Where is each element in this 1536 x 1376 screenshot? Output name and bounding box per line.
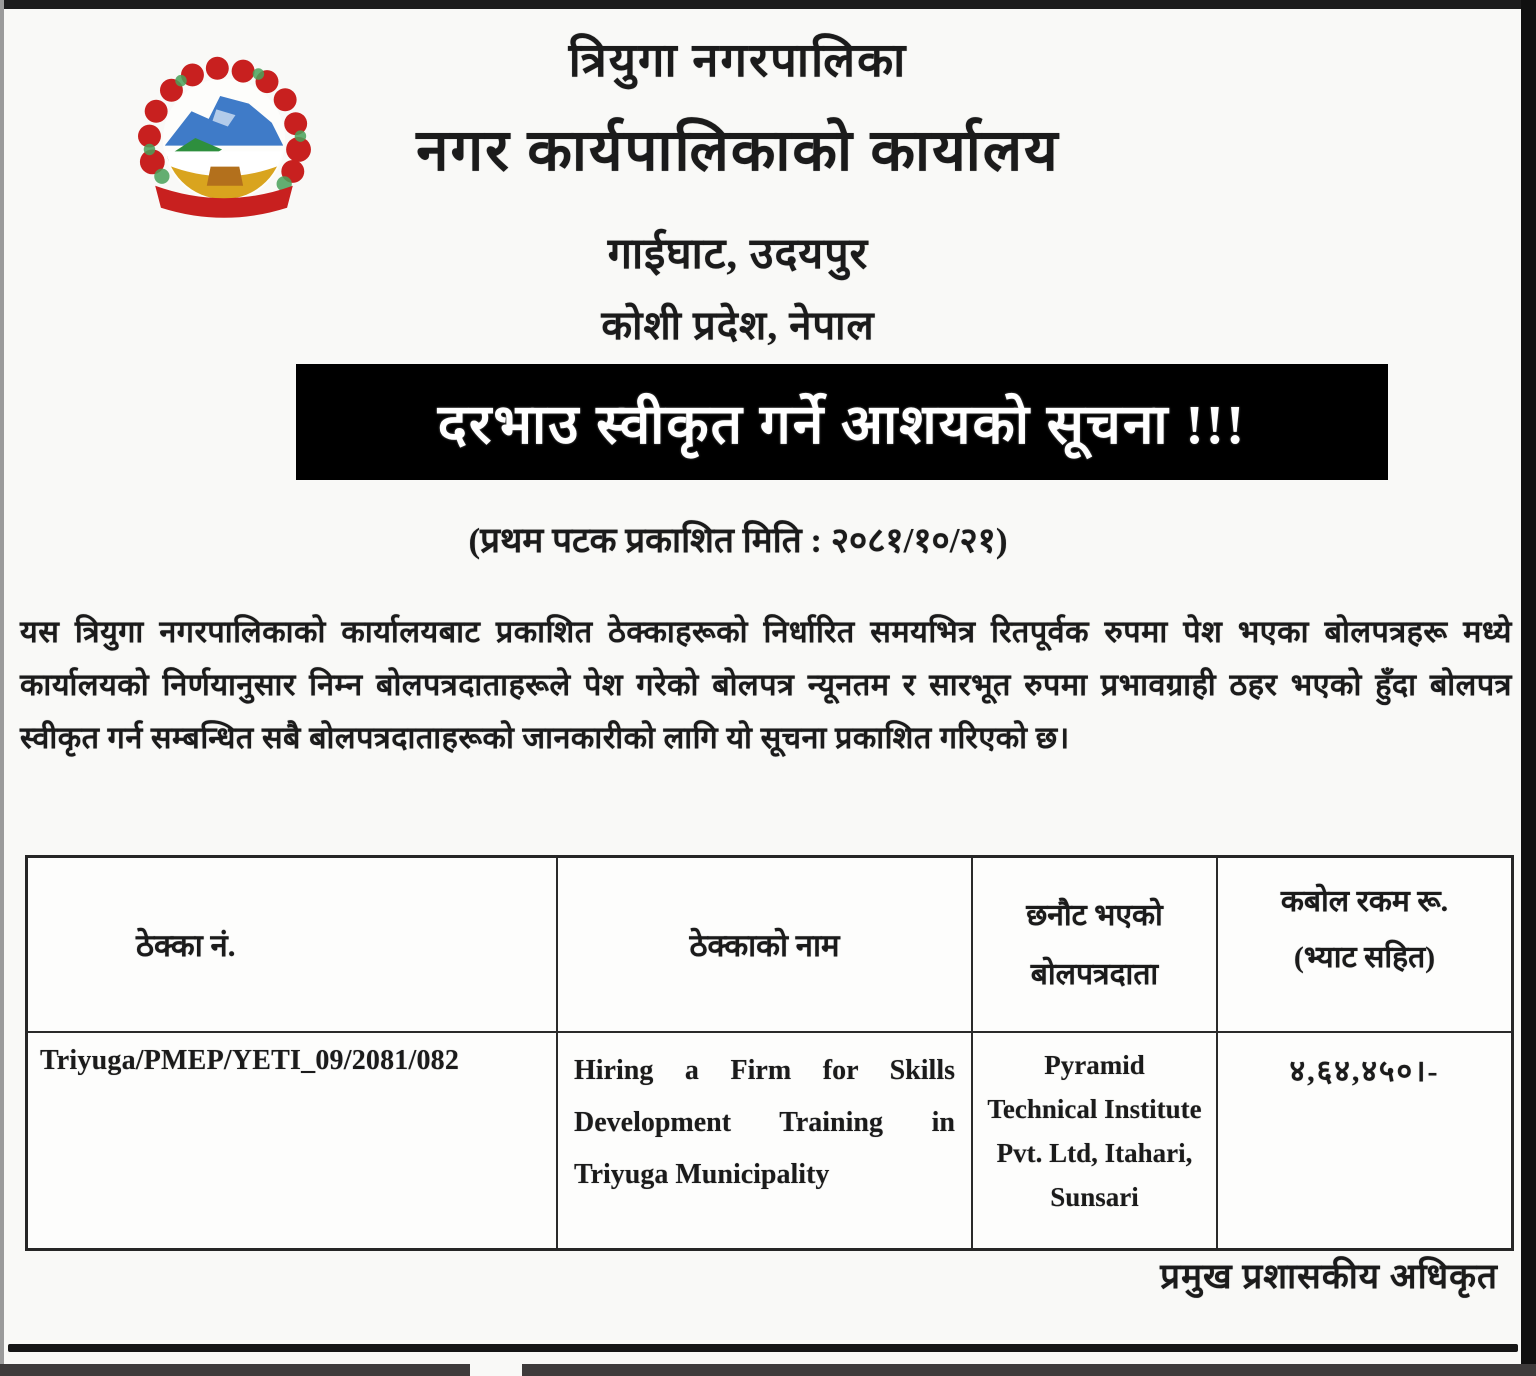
notice-paragraph: यस त्रियुगा नगरपालिकाको कार्यालयबाट प्रकाशित ठेक्काहरूको निर्धारित समयभित्र रितपूर्वक रुपमा पेश भएका बोलपत्रहरू मध्ये कार्यालयको निर्णयानुसार निम्न बोलपत्रदाताहरूले पेश गरेको बोलपत्र न्यूनतम र सारभूत रुपमा प्रभावग्राही ठहर भएको हुँदा बोलपत्र स्वीकृत गर्न सम्बन्धित सबै बोलपत्रदाताहरूको जानकारीको लागि यो सूचना प्रकाशित गरिएको छ। <box>20 615 1512 755</box>
header-amount <box>1218 858 1511 1033</box>
scan-edge-top <box>0 0 1536 9</box>
scan-edge-left <box>0 0 4 1376</box>
bid-award-table <box>25 855 1514 1251</box>
scan-edge-bottom-bar <box>0 1364 1536 1376</box>
scan-edge-bottom-notch <box>470 1364 522 1376</box>
cell-amount: ४,६४,४५०।- <box>1289 1055 1440 1088</box>
cell-contract-name: Hiring a Firm for Skills Development Training in Triyuga Municipality <box>558 1033 973 1248</box>
header-amount-line1: कबोल रकम रू. <box>1280 885 1449 918</box>
notice-title: दरभाउ स्वीकृत गर्ने आशयको सूचना !!! <box>437 393 1247 455</box>
scan-edge-bottom-line <box>8 1344 1518 1352</box>
address-line: गाईघाट, उदयपुर <box>607 231 869 278</box>
cell-selected-bidder: Pyramid Technical Institute Pvt. Ltd, Itahari, Sunsari <box>973 1033 1218 1248</box>
header-contract-no: ठेक्का नं. <box>28 858 558 1033</box>
publication-date-line: (प्रथम पटक प्रकाशित मिति : २०८१/१०/२१) <box>468 521 1008 560</box>
header-contract-name: ठेक्काको नाम <box>558 858 973 1033</box>
signature-title: प्रमुख प्रशासकीय अधिकृत <box>1160 1257 1498 1296</box>
header-amount-line2: (भ्याट सहित) <box>1293 941 1436 974</box>
header-selected-bidder: छनौट भएको बोलपत्रदाता <box>973 858 1218 1033</box>
office-title: नगर कार्यपालिकाको कार्यालय <box>416 118 1060 183</box>
scan-edge-right <box>1521 0 1536 1376</box>
notice-title-banner <box>296 364 1388 480</box>
cell-contract-no: Triyuga/PMEP/YETI_09/2081/082 <box>28 1033 558 1248</box>
municipality-title: त्रियुगा नगरपालिका <box>568 35 908 87</box>
province-line: कोशी प्रदेश, नेपाल <box>601 303 875 348</box>
